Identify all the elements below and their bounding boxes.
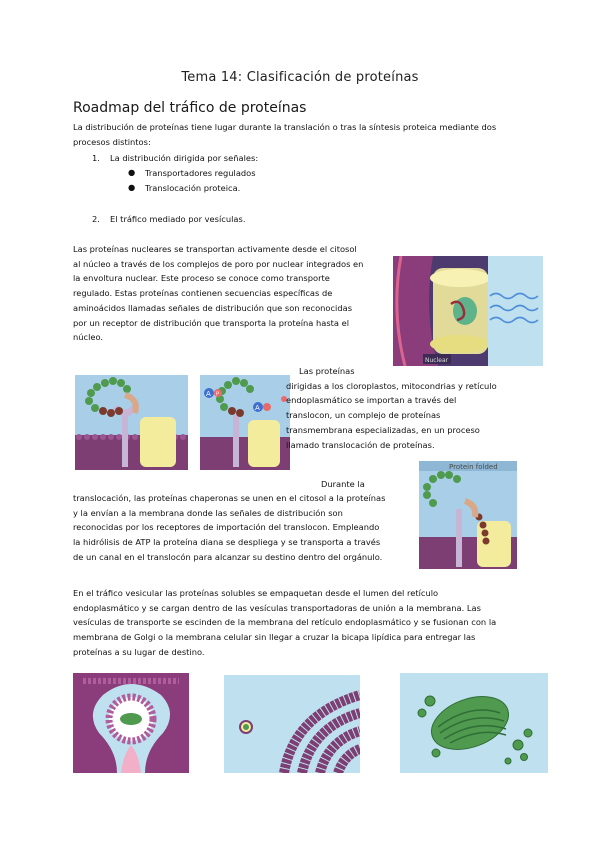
list-number-1: 1. [92, 153, 100, 163]
vesicle-line: vesículas de transporte se escinden de la membrana del retículo endoplasmático y se fusionan con la [73, 617, 497, 628]
nuclear-line: la envoltura nuclear. Este proceso se conoce como transporte [73, 273, 330, 284]
vesicle-line: endoplasmático y se cargan dentro de las vesículas transportadoras de unión a la membrana. Las [73, 602, 481, 613]
chaperone-paragraph [73, 491, 385, 565]
nuclear-line: Las proteínas nucleares se transportan activamente desde el citosol [73, 244, 357, 254]
nuclear-line: por un receptor de distribución que transporta la proteína hasta el [73, 317, 350, 328]
section-heading: Roadmap del tráfico de proteínas [73, 100, 307, 116]
nuclear-line: núcleo. [73, 332, 104, 343]
chloroplast-line: dirigidas a los cloroplastos, mitocondrias y retículo [286, 380, 497, 391]
chaperone-line: y la envían a la membrana donde las señales de distribución son [73, 507, 343, 518]
nuclear-image-label: Nuclear [425, 357, 449, 364]
chaperone-line: translocación, las proteínas chaperonas se unen en el citosol a la proteínas [73, 493, 386, 503]
chloroplast-paragraph [286, 364, 497, 452]
chloroplast-line: llamado translocación de proteínas. [286, 439, 435, 450]
intro-paragraph [73, 120, 496, 149]
chaperone-line: reconocidas por los receptores de importación del translocon. Empleando [73, 522, 380, 533]
chaperone-caption: Protein folded [449, 463, 498, 471]
intro-line: La distribución de proteínas tiene lugar durante la translación o tras la síntesis proteica mediante dos [73, 122, 497, 132]
chaperone-line: la hidrólisis de ATP la proteína diana se despliega y se transporta a través [73, 537, 381, 548]
chaperone-image-2 [200, 375, 290, 470]
nuclear-line: regulado. Estas proteínas contienen secuencias específicas de [73, 288, 333, 299]
nuclear-pore-image [393, 256, 543, 366]
nuclear-line: aminoácidos llamadas señales de distribución que son reconocidas [73, 302, 353, 313]
bullet-icon: ● [128, 167, 136, 177]
intro-line: procesos distintos: [73, 136, 151, 147]
chaperone-image-1 [75, 375, 188, 470]
list-number-2: 2. [92, 214, 100, 224]
page-title: Tema 14: Clasificación de proteínas [181, 70, 419, 85]
bullet-icon: ● [128, 182, 136, 192]
vesicle-line: En el tráfico vesicular las proteínas solubles se empaquetan desde el lumen del retículo [73, 588, 439, 598]
chloroplast-line: translocon, un complejo de proteínas [286, 410, 441, 421]
atp-label-2: A [255, 404, 260, 412]
sub-list-item: Transportadores regulados [145, 168, 256, 178]
chloroplast-line: transmembrana especializadas, en un proceso [286, 424, 480, 435]
chaperone-line: de un canal en el translocón para alcanzar su destino dentro del orgánulo. [73, 551, 383, 562]
sub-list-item: Translocación proteica. [145, 183, 241, 193]
vesicle-line: proteínas a su lugar de destino. [73, 646, 205, 657]
chloroplast-line: endoplasmático se importan a través del [286, 395, 457, 406]
chaperone-first-line: Durante la [321, 479, 365, 489]
list-item-2: El tráfico mediado por vesículas. [110, 214, 246, 224]
vesicle-line: membrana de Golgi o la membrana celular sin llegar a cruzar la bicapa lipídica para entregar las [73, 632, 476, 643]
phosphate-label: P [216, 391, 220, 398]
atp-label-1: A [206, 390, 211, 398]
golgi-image [400, 673, 548, 773]
vesicle-budding-image [73, 673, 189, 773]
vesicle-paragraph [73, 586, 496, 660]
chaperone-image-3 [419, 461, 517, 569]
nuclear-paragraph [73, 242, 363, 345]
list-item-1: La distribución dirigida por señales: [110, 153, 259, 163]
er-membrane-image [224, 675, 360, 773]
chloroplast-line: Las proteínas [299, 366, 355, 376]
nuclear-line: al núcleo a través de los complejos de poro por nuclear integrados en [73, 258, 364, 269]
